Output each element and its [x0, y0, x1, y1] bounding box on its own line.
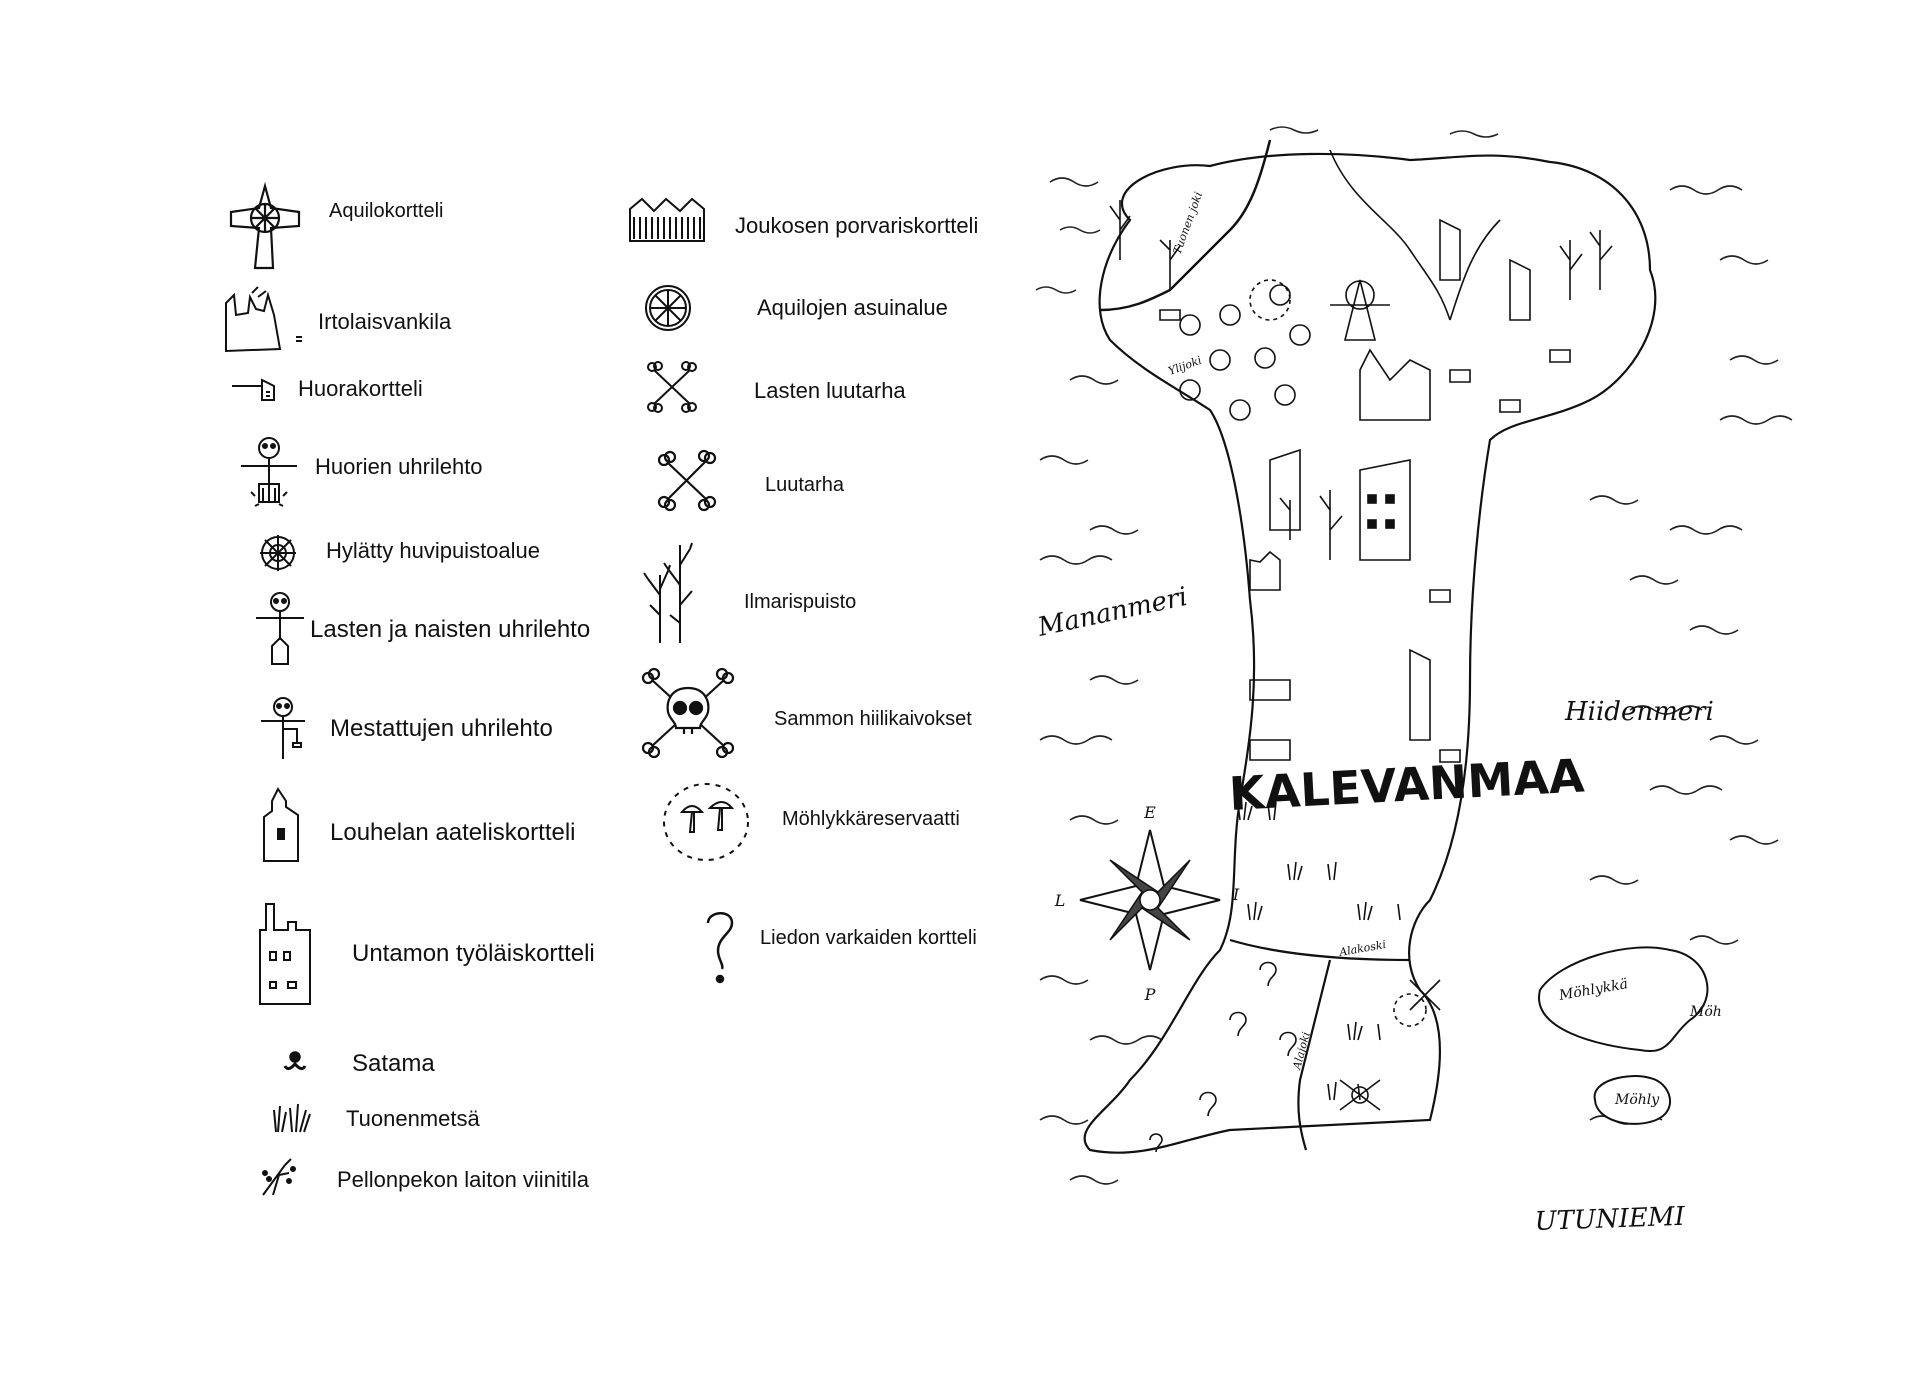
compass-north-label: E	[1144, 803, 1156, 822]
cross-wheel-icon	[225, 178, 305, 273]
legend-label: Tuonenmetsä	[346, 1106, 480, 1131]
compass-south-label: P	[1144, 985, 1156, 1004]
crossed-bones-icon	[655, 450, 719, 510]
river-label-north2: Ylijoki	[1166, 353, 1204, 378]
legend-label: Aquilojen asuinalue	[757, 295, 948, 320]
bare-trees-icon	[640, 535, 710, 645]
map-title: KALEVANMAA	[1227, 748, 1586, 821]
island-label-mohlykka: Möhlykkä	[1557, 976, 1630, 1004]
legend-label: Untamon työläiskortteli	[352, 940, 595, 967]
legend-label: Liedon varkaiden kortteli	[760, 927, 977, 949]
skull-figure-icon	[250, 590, 310, 670]
legend-label: Luutarha	[765, 474, 844, 496]
compass-east-label: I	[1232, 885, 1240, 904]
skull-gallows-icon	[255, 695, 315, 765]
river-label-south2: Alajoki	[1290, 1030, 1313, 1071]
mushroom-circle-icon	[662, 780, 752, 864]
legend-label: Lasten ja naisten uhrilehto	[310, 616, 591, 643]
legend-label: Möhlykkäreservaatti	[782, 808, 960, 830]
burgher-block-icon	[628, 195, 708, 247]
peninsula-label: UTUNIEMI	[1534, 1201, 1686, 1237]
question-mark-icon	[700, 905, 740, 985]
legend-label: Sammon hiilikaivokset	[774, 708, 972, 730]
sea-label-east: Hiidenmeri	[1565, 697, 1714, 727]
noble-tower-icon	[258, 785, 308, 865]
small-hut-icon	[228, 370, 288, 410]
island-label-mohly: Möhly	[1615, 1092, 1660, 1108]
dead-grass-icon	[270, 1100, 320, 1136]
kalevanmaa-map	[1030, 120, 1830, 1280]
legend-label: Louhelan aateliskortteli	[330, 819, 576, 846]
broken-prison-icon	[222, 285, 302, 355]
river-label-south: Alakoski	[1338, 937, 1387, 959]
legend-label: Irtolaisvankila	[318, 309, 452, 334]
legend-label: Hylätty huvipuistoalue	[326, 538, 541, 563]
legend-label: Ilmarispuisto	[744, 591, 857, 613]
river-label-north: Tuonen joki	[1170, 190, 1206, 257]
ferris-wheel-icon	[255, 530, 301, 576]
legend-label: Aquilokortteli	[329, 200, 444, 222]
sea-label-west: Mananmeri	[1035, 581, 1191, 643]
skull-crossbones-icon	[640, 670, 736, 756]
worker-tower-icon	[252, 900, 322, 1010]
legend-label: Huorakortteli	[298, 376, 423, 401]
small-bones-icon	[640, 358, 704, 418]
legend-label: Huorien uhrilehto	[315, 454, 483, 479]
legend-label: Joukosen porvariskortteli	[735, 213, 979, 238]
wheel-icon	[642, 282, 694, 334]
legend-label: Satama	[352, 1050, 435, 1077]
island-label-moh: Möh	[1690, 1004, 1722, 1020]
legend-label: Pellonpekon laiton viinitila	[337, 1167, 589, 1192]
skull-scarecrow-icon	[235, 432, 305, 512]
anchor-icon	[282, 1050, 308, 1076]
legend-label: Lasten luutarha	[754, 378, 906, 403]
compass-west-label: L	[1054, 891, 1066, 910]
legend-label: Mestattujen uhrilehto	[330, 715, 553, 742]
vine-icon	[255, 1155, 305, 1201]
